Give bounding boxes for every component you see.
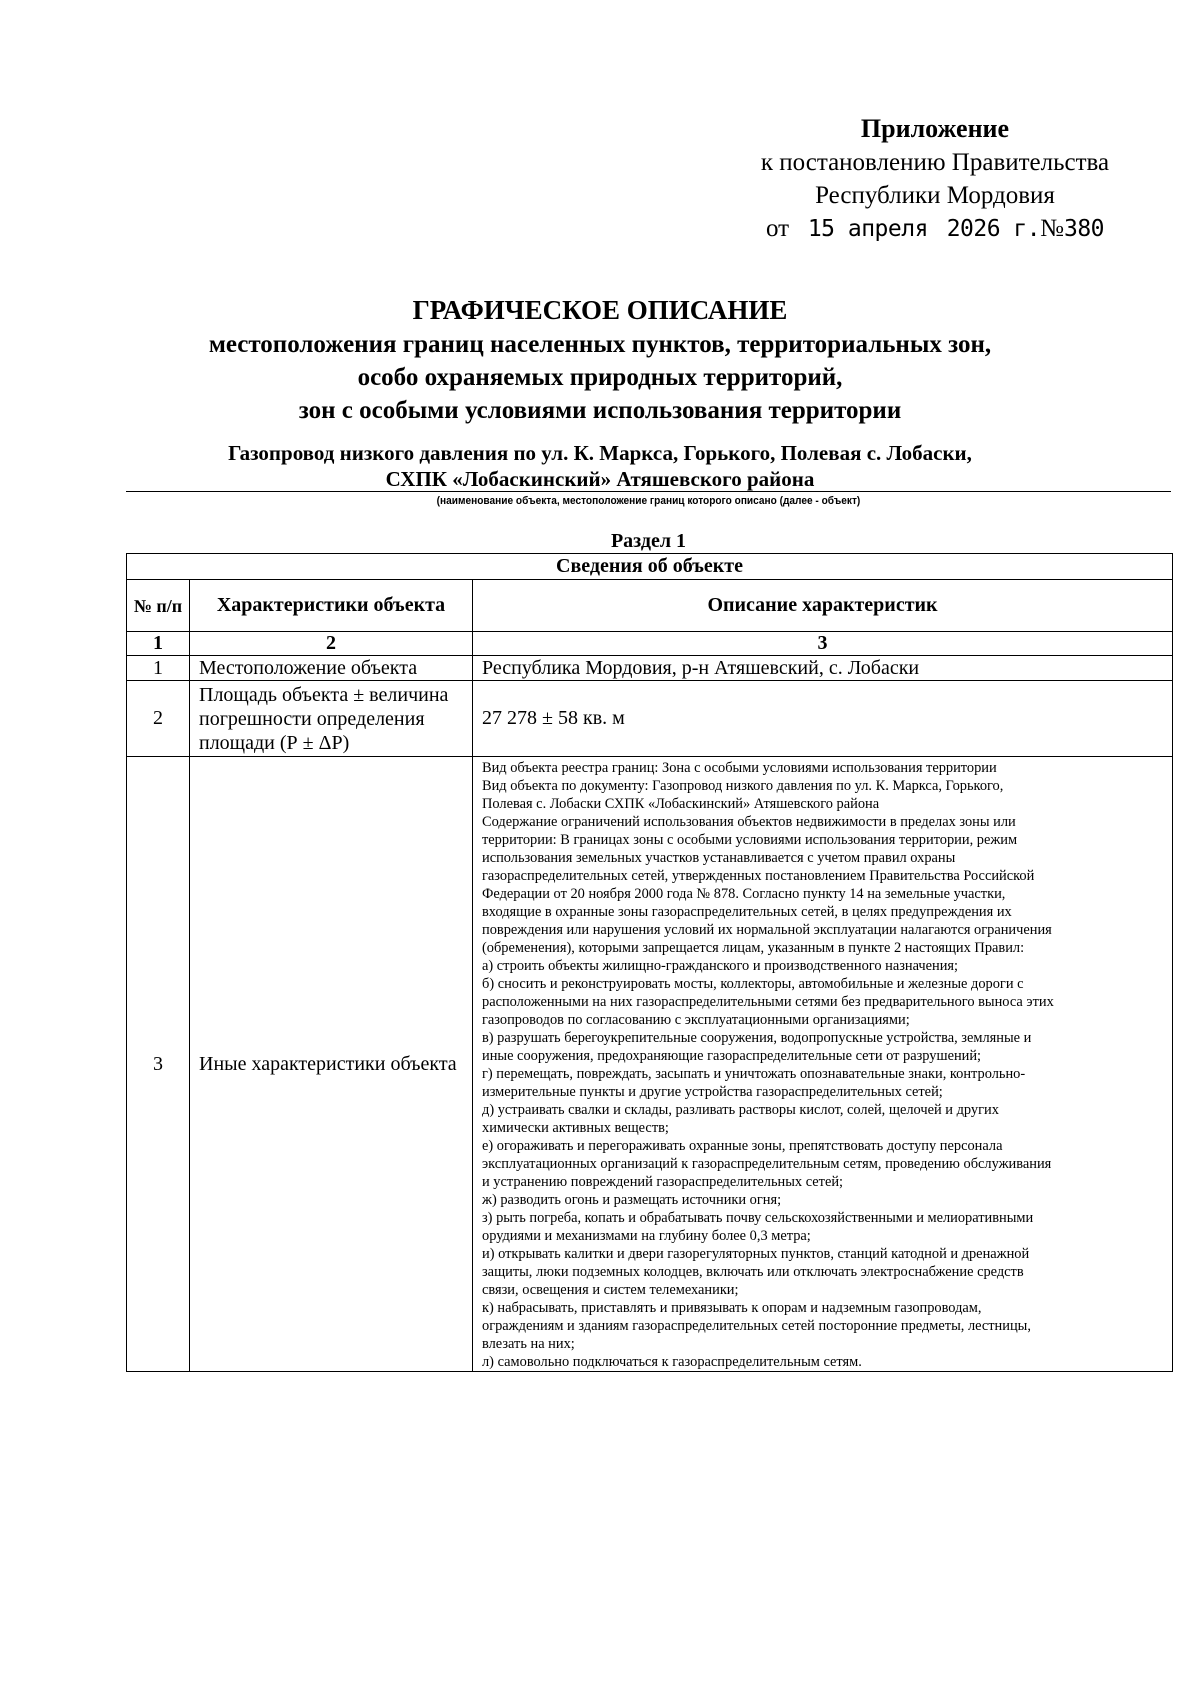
object-info-table	[126, 553, 1173, 1372]
date-year: 2026 г.	[946, 216, 1041, 242]
object-note: (наименование объекта, местоположение границ которого описано (далее - объект)	[436, 495, 861, 507]
restriction-text-line: л) самовольно подключаться к газораспределительным сетям.	[482, 1354, 862, 1370]
header-characteristics: Характеристики объекта	[190, 580, 473, 632]
table-header-row	[127, 580, 1173, 632]
index-1: 1	[127, 632, 190, 656]
restriction-text-line: связи, освещения и систем телемеханики;	[482, 1282, 739, 1298]
restriction-text-line: и) открывать калитки и двери газорегуляторных пунктов, станций катодной и дренажной	[482, 1246, 1030, 1262]
heading-line-1: местоположения границ населенных пунктов, территориальных зон,	[208, 331, 992, 358]
appendix-date	[700, 212, 1170, 246]
row-name: Иные характеристики объекта	[190, 757, 473, 1372]
restriction-text-line: ж) разводить огонь и размещать источники огня;	[482, 1192, 782, 1208]
restriction-text-line: газопроводов по согласованию с эксплуатационными организациями;	[482, 1012, 910, 1028]
restriction-text-line: эксплуатационных организаций к газораспределительным сетям, проведению обслуживания	[482, 1156, 1052, 1172]
restriction-text-line: газораспределительных сетей, утвержденных постановлением Правительства Российской	[482, 868, 1035, 884]
object-name	[120, 440, 1080, 492]
restriction-text-line: в) разрушать берегоукрепительные сооружения, водопропускные устройства, земляные и	[482, 1030, 1032, 1046]
restriction-text-line: е) огораживать и перегораживать охранные зоны, препятствовать доступу персонала	[482, 1138, 1003, 1154]
row-num: 1	[127, 656, 190, 681]
row-name: Местоположение объекта	[190, 656, 473, 681]
date-value: 15 апреля	[807, 216, 928, 242]
row-value-restrictions	[473, 757, 1173, 1372]
table-caption: Сведения об объекте	[127, 554, 1173, 580]
row-value: Республика Мордовия, р-н Атяшевский, с. Лобаски	[473, 656, 1173, 681]
object-name-line-1: Газопровод низкого давления по ул. К. Маркса, Горького, Полевая с. Лобаски,	[228, 441, 972, 465]
object-name-line-2: СХПК «Лобаскинский» Атяшевского района	[385, 467, 815, 491]
restriction-text-line: Вид объекта реестра границ: Зона с особыми условиями использования территории	[482, 760, 997, 776]
restriction-text-line: з) рыть погреба, копать и обрабатывать почву сельскохозяйственными и мелиоративными	[482, 1210, 1034, 1226]
row-num: 2	[127, 681, 190, 757]
restriction-text-line: входящие в охранные зоны газораспределительных сетей, в целях предупреждения их	[482, 904, 1012, 920]
number-sign: №	[1040, 215, 1064, 242]
restriction-text-line: орудиями и механизмами на глубину более 0,3 метра;	[482, 1228, 811, 1244]
appendix-line-1: к постановлению Правительства	[760, 149, 1110, 176]
row-name: Площадь объекта ± величина погрешности определения площади (Р ± ΔР)	[190, 681, 473, 757]
appendix-title: Приложение	[860, 114, 1010, 143]
table-row	[127, 681, 1173, 757]
restriction-text-line: влезать на них;	[482, 1336, 575, 1352]
restriction-text-line: и устранению повреждений газораспределительных сетей;	[482, 1174, 844, 1190]
restriction-text-line: к) набрасывать, приставлять и привязывать к опорам и надземным газопроводам,	[482, 1300, 982, 1316]
header-description: Описание характеристик	[473, 580, 1173, 632]
restriction-text-line: расположенными на них газораспределительными сетями без предварительного выноса этих	[482, 994, 1054, 1010]
index-3: 3	[473, 632, 1173, 656]
document-heading	[120, 292, 1080, 427]
restriction-text-line: г) перемещать, повреждать, засыпать и уничтожать опознавательные знаки, контрольно-	[482, 1066, 1026, 1082]
appendix-line-2: Республики Мордовия	[815, 182, 1055, 209]
table-row	[127, 757, 1173, 1372]
restriction-text-line: Полевая с. Лобаски СХПК «Лобаскинский» Атяшевского района	[482, 796, 880, 812]
restriction-text-line: Содержание ограничений использования объектов недвижимости в пределах зоны или	[482, 814, 1016, 830]
document-title: ГРАФИЧЕСКОЕ ОПИСАНИЕ	[412, 295, 788, 325]
date-prefix: от	[765, 215, 790, 242]
restriction-text-line: (обременения), которыми запрещается лицам, указанным в пункте 2 настоящих Правил:	[482, 940, 1025, 956]
row-num: 3	[127, 757, 190, 1372]
restriction-text-line: измерительные пункты и другие устройства газораспределительных сетей;	[482, 1084, 943, 1100]
appendix-block	[700, 112, 1170, 246]
row-value: 27 278 ± 58 кв. м	[473, 681, 1173, 757]
restriction-text-line: ограждениям и зданиям газораспределительных сетей посторонние предметы, лестницы,	[482, 1318, 1031, 1334]
restriction-text-line: а) строить объекты жилищно-гражданского и производственного назначения;	[482, 958, 959, 974]
restriction-text-line: территории: В границах зоны с особыми условиями использования территории, режим	[482, 832, 1018, 848]
restriction-text-line: иные сооружения, предохраняющие газораспределительные сети от разрушений;	[482, 1048, 982, 1064]
restriction-text-line: использования земельных участков устанавливается с учетом правил охраны	[482, 850, 956, 866]
restriction-text-line: Федерации от 20 ноября 2000 года № 878. Согласно пункту 14 на земельные участки,	[482, 886, 1006, 902]
section-label: Раздел 1	[610, 530, 687, 552]
restriction-text-line: защиты, люки подземных колодцев, включать или отключать электроснабжение средств	[482, 1264, 1024, 1280]
header-num: № п/п	[127, 580, 190, 632]
restriction-text-line: химически активных веществ;	[482, 1120, 669, 1136]
restriction-text-line: б) сносить и реконструировать мосты, коллекторы, автомобильные и железные дороги с	[482, 976, 1024, 992]
restriction-text-line: Вид объекта по документу: Газопровод низкого давления по ул. К. Маркса, Горького,	[482, 778, 1004, 794]
index-2: 2	[190, 632, 473, 656]
object-underline	[126, 491, 1171, 492]
heading-line-2: особо охраняемых природных территорий,	[357, 364, 843, 391]
table-index-row	[127, 632, 1173, 656]
document-number: 380	[1063, 216, 1105, 242]
table-row	[127, 656, 1173, 681]
heading-line-3: зон с особыми условиями использования территории	[298, 397, 902, 424]
restriction-text-line: повреждения или нарушения условий их нормальной эксплуатации налагаются ограничения	[482, 922, 1052, 938]
restriction-text-line: д) устраивать свалки и склады, разливать растворы кислот, солей, щелочей и других	[482, 1102, 999, 1118]
